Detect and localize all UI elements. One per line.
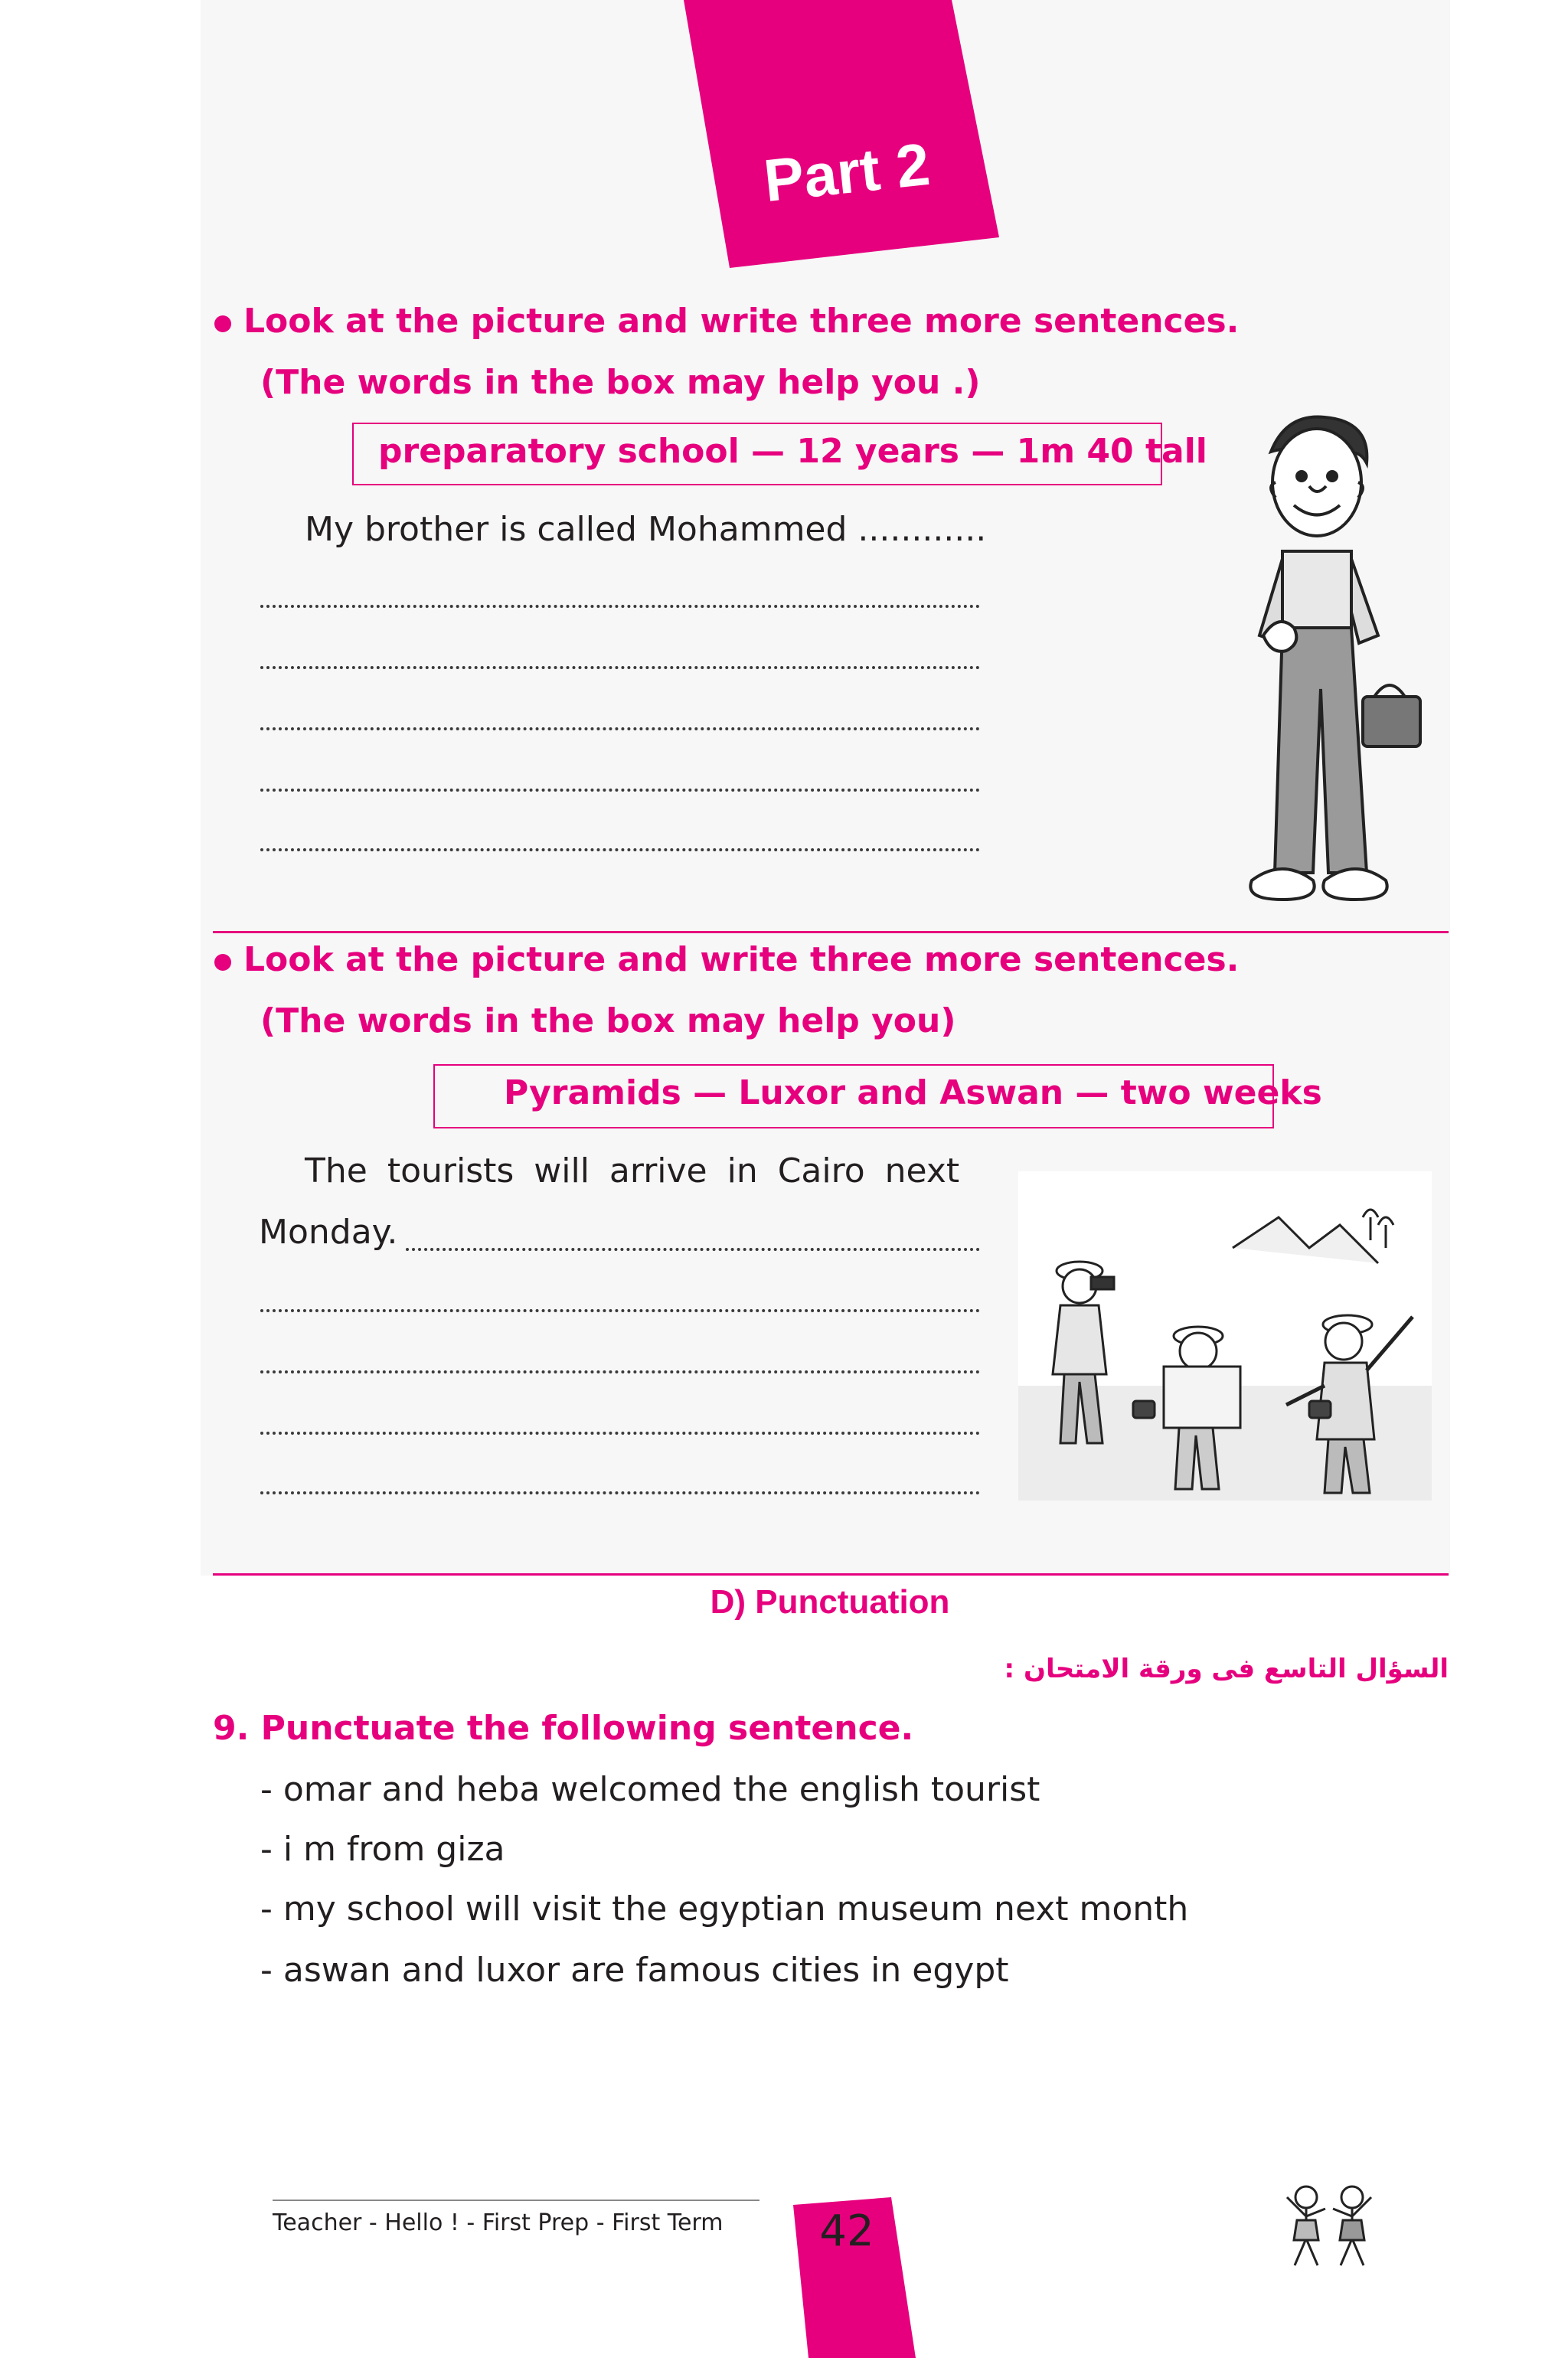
part-title: Part 2 (760, 129, 933, 215)
answer-line[interactable] (260, 727, 980, 730)
exercise2-hint: (The words in the box may help you) (260, 1001, 956, 1040)
punctuation-item: - my school will visit the egyptian museum next month (260, 1889, 1189, 1929)
answer-line[interactable] (406, 1248, 980, 1251)
exercise2-word-box (433, 1064, 1322, 1128)
footer-rule (273, 2200, 760, 2201)
exercise2-starter-line1 (305, 1151, 980, 1190)
section-title: D) Punctuation (710, 1583, 950, 1621)
punctuation-item: - omar and heba welcomed the english tourist (260, 1770, 1040, 1809)
answer-line[interactable] (260, 1432, 980, 1435)
exercise2-word-box-text: Pyramids — Luxor and Aswan — two weeks (504, 1073, 1322, 1112)
exercise2-starter-line2: Monday. (259, 1213, 398, 1252)
page-number: 42 (819, 2206, 874, 2256)
footer-text: Teacher - Hello ! - First Prep - First Term (273, 2209, 724, 2236)
bullet-icon (214, 954, 231, 971)
tourists-with-map-illustration (1018, 1171, 1432, 1501)
exercise1-word-box (352, 423, 1207, 485)
exercise1-hint: (The words in the box may help you .) (260, 363, 981, 402)
section-divider (213, 931, 1449, 933)
dancing-kids-illustration (1268, 2174, 1390, 2274)
answer-line[interactable] (260, 848, 980, 851)
section-divider (213, 1573, 1449, 1576)
exercise1-word-box-text: preparatory school — 12 years — 1m 40 tall (378, 432, 1207, 471)
bullet-icon (214, 315, 231, 332)
exercise1-instruction: Look at the picture and write three more sentences. (243, 302, 1240, 341)
answer-line[interactable] (260, 789, 980, 792)
answer-line[interactable] (260, 1309, 980, 1312)
punctuation-item: - aswan and luxor are famous cities in egypt (260, 1951, 1009, 1990)
answer-line[interactable] (260, 1370, 980, 1373)
arabic-note: السؤال التاسع فى ورقة الامتحان : (1004, 1654, 1449, 1684)
exercise2-instruction: Look at the picture and write three more sentences. (243, 940, 1240, 979)
boy-with-bag-illustration (1202, 406, 1432, 919)
answer-line[interactable] (260, 666, 980, 669)
answer-line[interactable] (260, 605, 980, 608)
punctuation-item: - i m from giza (260, 1830, 505, 1869)
answer-line[interactable] (260, 1491, 980, 1494)
exercise1-starter: My brother is called Mohammed ............ (305, 510, 987, 549)
punctuation-question: 9. Punctuate the following sentence. (213, 1709, 914, 1748)
exercise2-starter-text: The tourists will arrive in Cairo next (305, 1151, 960, 1190)
part-banner (684, 0, 999, 268)
